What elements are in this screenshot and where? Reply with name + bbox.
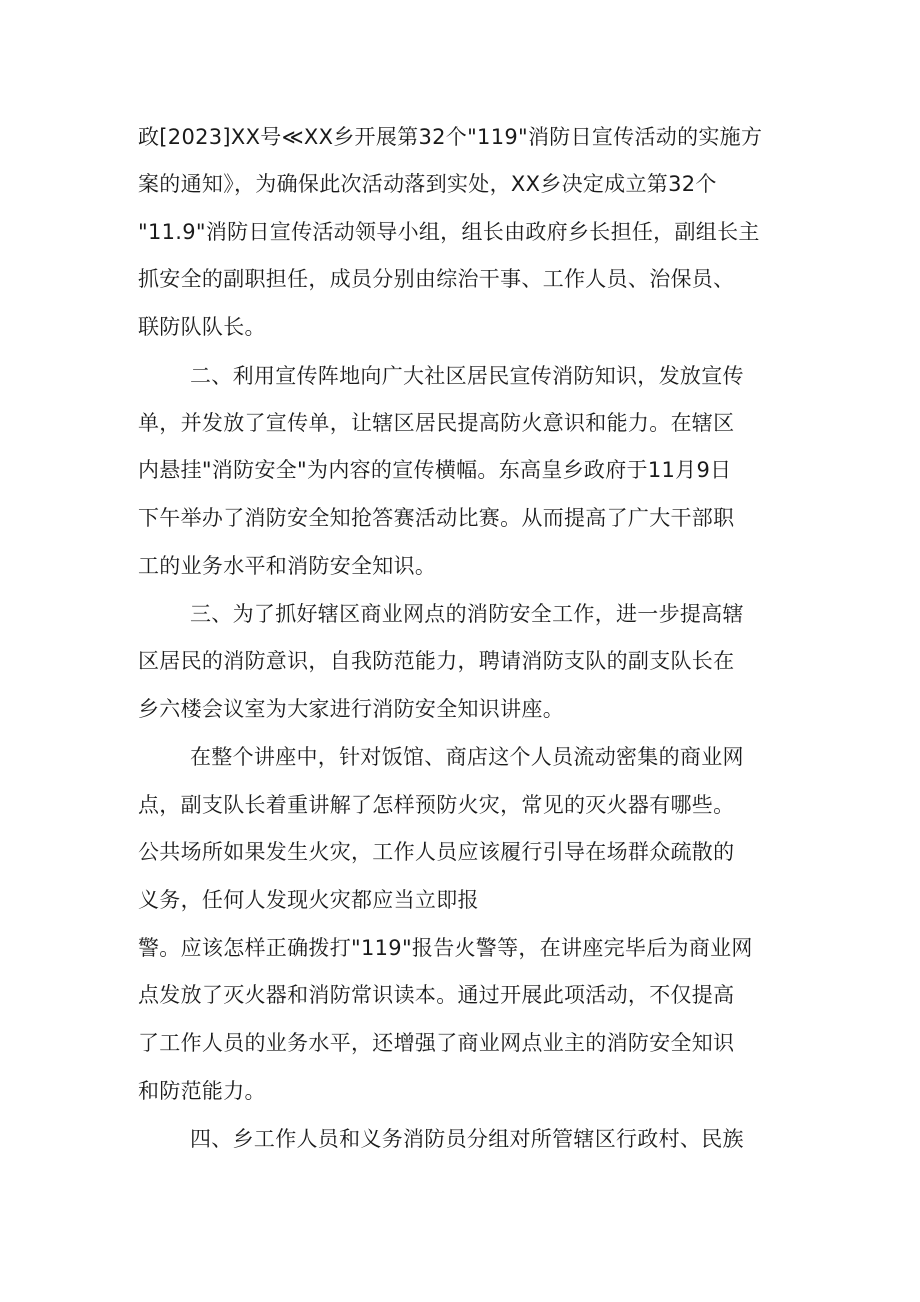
text-line: 工的业务水平和消防安全知识。 <box>138 554 437 578</box>
text-line: 乡六楼会议室为大家进行消防安全知识讲座。 <box>138 697 564 721</box>
text-line: 单，并发放了宣传单，让辖区居民提高防火意识和能力。在辖区 <box>138 411 735 435</box>
text-line: 联防队队长。 <box>138 315 266 339</box>
text-line: 了工作人员的业务水平，还增强了商业网点业主的消防安全知识 <box>138 1031 735 1055</box>
paragraph-start-line: 在整个讲座中，针对饭馆、商店这个人员流动密集的商业网 <box>190 745 744 769</box>
text-line: 点发放了灭火器和消防常识读本。通过开展此项活动，不仅提高 <box>138 983 735 1007</box>
paragraph-start-line: 三、为了抓好辖区商业网点的消防安全工作，进一步提高辖 <box>190 602 744 626</box>
text-line: 义务，任何人发现火灾都应当立即报 <box>138 888 479 912</box>
text-line: 抓安全的副职担任，成员分别由综治干事、工作人员、治保员、 <box>138 267 735 291</box>
paragraph-start-line: 二、利用宣传阵地向广大社区居民宣传消防知识，发放宣传 <box>190 364 744 388</box>
text-line: 和防范能力。 <box>138 1079 266 1103</box>
text-line: 下午举办了消防安全知抢答赛活动比赛。从而提高了广大干部职 <box>138 506 735 530</box>
text-line: 警。应该怎样正确拨打"119"报告火警等，在讲座完毕后为商业网 <box>138 936 753 960</box>
text-line: 公共场所如果发生火灾，工作人员应该履行引导在场群众疏散的 <box>138 840 735 864</box>
text-line: 政[2023]XX号≪XX乡开展第32个"119"消防日宣传活动的实施方 <box>138 125 763 149</box>
paragraph-start-line: 四、乡工作人员和义务消防员分组对所管辖区行政村、民族 <box>190 1127 744 1151</box>
text-line: 案的通知》，为确保此次活动落到实处，XX乡决定成立第32个 <box>138 172 717 196</box>
text-line: 点，副支队长着重讲解了怎样预防火灾，常见的灭火器有哪些。 <box>138 793 735 817</box>
text-line: 内悬挂"消防安全"为内容的宣传横幅。东高皇乡政府于11月9日 <box>138 458 732 482</box>
text-line: 区居民的消防意识，自我防范能力，聘请消防支队的副支队长在 <box>138 649 735 673</box>
text-line: "11.9"消防日宣传活动领导小组，组长由政府乡长担任，副组长主 <box>138 220 760 244</box>
